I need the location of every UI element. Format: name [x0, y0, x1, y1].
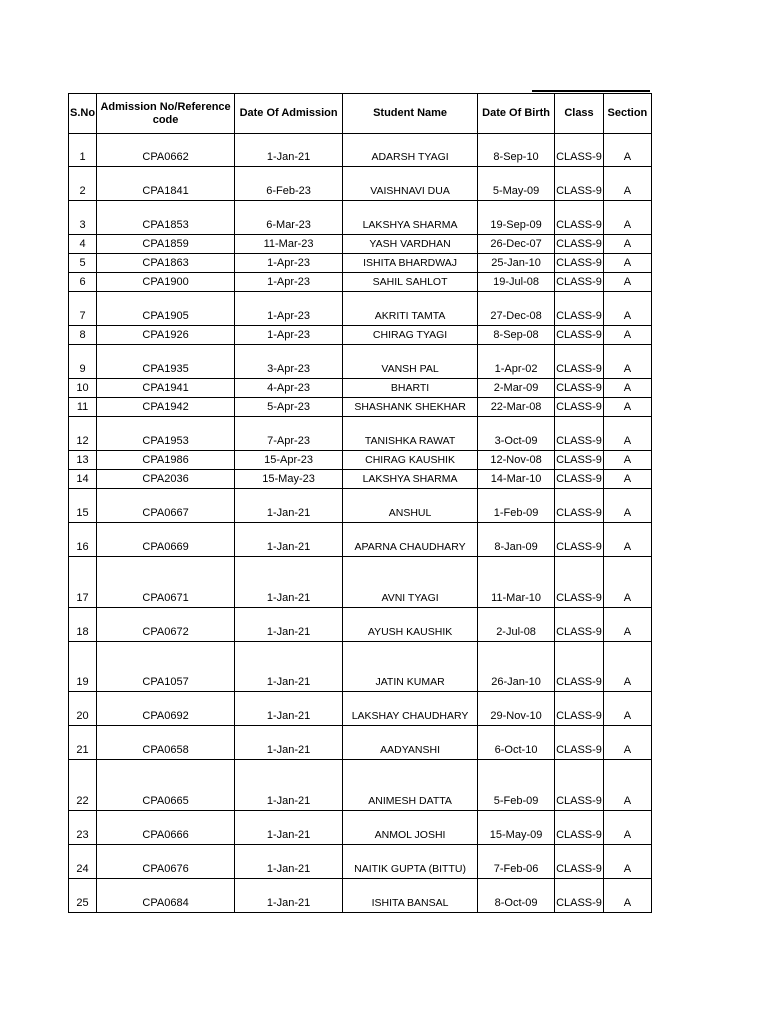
cell-student-name: TANISHKA RAWAT [343, 417, 478, 451]
cell-date-of-admission: 1-Apr-23 [235, 273, 343, 292]
cell-sno: 17 [69, 557, 97, 608]
cell-date-of-admission: 1-Jan-21 [235, 845, 343, 879]
cell-date-of-birth: 11-Mar-10 [478, 557, 555, 608]
table-row [69, 254, 652, 273]
table-row [69, 879, 652, 913]
cell-date-of-birth: 3-Oct-09 [478, 417, 555, 451]
cell-section: A [603, 417, 651, 451]
cell-admission-no: CPA0692 [97, 692, 235, 726]
cell-class: CLASS-9 [555, 489, 604, 523]
cell-date-of-birth: 5-May-09 [478, 167, 555, 201]
table-row [69, 557, 652, 608]
cell-student-name: YASH VARDHAN [343, 235, 478, 254]
cell-date-of-birth: 2-Jul-08 [478, 608, 555, 642]
cell-admission-no: CPA1900 [97, 273, 235, 292]
cell-admission-no: CPA0684 [97, 879, 235, 913]
cell-date-of-birth: 2-Mar-09 [478, 379, 555, 398]
table-row [69, 760, 652, 811]
cell-sno: 10 [69, 379, 97, 398]
table-row [69, 692, 652, 726]
table-row [69, 451, 652, 470]
cell-admission-no: CPA1841 [97, 167, 235, 201]
cell-section: A [603, 273, 651, 292]
cell-date-of-admission: 1-Jan-21 [235, 726, 343, 760]
cell-section: A [603, 845, 651, 879]
cell-student-name: ISHITA BHARDWAJ [343, 254, 478, 273]
cell-date-of-admission: 5-Apr-23 [235, 398, 343, 417]
cell-sno: 14 [69, 470, 97, 489]
cell-date-of-birth: 8-Sep-08 [478, 326, 555, 345]
table-row [69, 417, 652, 451]
cell-date-of-birth: 27-Dec-08 [478, 292, 555, 326]
cell-date-of-birth: 8-Oct-09 [478, 879, 555, 913]
cell-sno: 5 [69, 254, 97, 273]
cell-date-of-birth: 26-Dec-07 [478, 235, 555, 254]
cell-sno: 24 [69, 845, 97, 879]
cell-sno: 22 [69, 760, 97, 811]
cell-student-name: VAISHNAVI DUA [343, 167, 478, 201]
cell-date-of-birth: 25-Jan-10 [478, 254, 555, 273]
cell-sno: 4 [69, 235, 97, 254]
table-row [69, 345, 652, 379]
table-row [69, 235, 652, 254]
cell-sno: 18 [69, 608, 97, 642]
cell-class: CLASS-9 [555, 451, 604, 470]
cell-student-name: VANSH PAL [343, 345, 478, 379]
cell-date-of-birth: 14-Mar-10 [478, 470, 555, 489]
cell-date-of-birth: 8-Sep-10 [478, 134, 555, 167]
cell-date-of-admission: 1-Jan-21 [235, 811, 343, 845]
cell-section: A [603, 292, 651, 326]
cell-admission-no: CPA0671 [97, 557, 235, 608]
cell-date-of-birth: 5-Feb-09 [478, 760, 555, 811]
table-row [69, 273, 652, 292]
cell-date-of-birth: 6-Oct-10 [478, 726, 555, 760]
cell-date-of-admission: 6-Mar-23 [235, 201, 343, 235]
cell-student-name: SHASHANK SHEKHAR [343, 398, 478, 417]
cell-date-of-admission: 1-Jan-21 [235, 608, 343, 642]
cell-date-of-birth: 7-Feb-06 [478, 845, 555, 879]
cell-class: CLASS-9 [555, 379, 604, 398]
table-row [69, 167, 652, 201]
cell-admission-no: CPA0676 [97, 845, 235, 879]
table-row [69, 642, 652, 692]
table-row [69, 201, 652, 235]
col-header-class: Class [555, 94, 604, 134]
cell-section: A [603, 811, 651, 845]
cell-student-name: LAKSHAY CHAUDHARY [343, 692, 478, 726]
cell-sno: 15 [69, 489, 97, 523]
header-row [69, 94, 652, 134]
cell-date-of-birth: 29-Nov-10 [478, 692, 555, 726]
cell-date-of-admission: 1-Jan-21 [235, 760, 343, 811]
cell-date-of-admission: 7-Apr-23 [235, 417, 343, 451]
cell-date-of-admission: 1-Jan-21 [235, 134, 343, 167]
cell-admission-no: CPA1941 [97, 379, 235, 398]
cell-sno: 3 [69, 201, 97, 235]
cell-class: CLASS-9 [555, 398, 604, 417]
cell-section: A [603, 523, 651, 557]
cell-class: CLASS-9 [555, 726, 604, 760]
cell-student-name: LAKSHYA SHARMA [343, 201, 478, 235]
cell-admission-no: CPA1942 [97, 398, 235, 417]
cell-class: CLASS-9 [555, 273, 604, 292]
table-row [69, 134, 652, 167]
cell-date-of-birth: 22-Mar-08 [478, 398, 555, 417]
cell-date-of-birth: 8-Jan-09 [478, 523, 555, 557]
cell-sno: 12 [69, 417, 97, 451]
cell-section: A [603, 167, 651, 201]
cell-admission-no: CPA0672 [97, 608, 235, 642]
cell-student-name: ISHITA BANSAL [343, 879, 478, 913]
cell-sno: 7 [69, 292, 97, 326]
cell-student-name: BHARTI [343, 379, 478, 398]
cell-section: A [603, 726, 651, 760]
cell-admission-no: CPA1953 [97, 417, 235, 451]
cell-sno: 19 [69, 642, 97, 692]
col-header-student-name: Student Name [343, 94, 478, 134]
cell-section: A [603, 345, 651, 379]
cell-admission-no: CPA0662 [97, 134, 235, 167]
cell-date-of-admission: 1-Jan-21 [235, 489, 343, 523]
cell-section: A [603, 326, 651, 345]
cell-class: CLASS-9 [555, 845, 604, 879]
cell-class: CLASS-9 [555, 134, 604, 167]
cell-admission-no: CPA1853 [97, 201, 235, 235]
cell-sno: 16 [69, 523, 97, 557]
cell-class: CLASS-9 [555, 292, 604, 326]
cell-date-of-admission: 1-Jan-21 [235, 692, 343, 726]
cell-admission-no: CPA1926 [97, 326, 235, 345]
cell-admission-no: CPA0666 [97, 811, 235, 845]
cell-date-of-birth: 26-Jan-10 [478, 642, 555, 692]
cell-class: CLASS-9 [555, 760, 604, 811]
cell-class: CLASS-9 [555, 557, 604, 608]
cell-class: CLASS-9 [555, 608, 604, 642]
cell-section: A [603, 608, 651, 642]
cell-sno: 25 [69, 879, 97, 913]
cell-section: A [603, 489, 651, 523]
cell-section: A [603, 557, 651, 608]
cell-student-name: CHIRAG TYAGI [343, 326, 478, 345]
cell-student-name: AYUSH KAUSHIK [343, 608, 478, 642]
cell-date-of-admission: 1-Apr-23 [235, 254, 343, 273]
cell-admission-no: CPA1859 [97, 235, 235, 254]
cell-sno: 13 [69, 451, 97, 470]
cell-sno: 6 [69, 273, 97, 292]
cell-date-of-admission: 1-Apr-23 [235, 326, 343, 345]
cell-section: A [603, 451, 651, 470]
cell-student-name: AADYANSHI [343, 726, 478, 760]
cell-class: CLASS-9 [555, 201, 604, 235]
cell-date-of-admission: 1-Jan-21 [235, 879, 343, 913]
cell-section: A [603, 134, 651, 167]
cell-student-name: JATIN KUMAR [343, 642, 478, 692]
cell-class: CLASS-9 [555, 326, 604, 345]
col-header-admission-no: Admission No/Reference code [97, 94, 235, 134]
table-row [69, 379, 652, 398]
cell-sno: 9 [69, 345, 97, 379]
table-row [69, 523, 652, 557]
cell-sno: 23 [69, 811, 97, 845]
cell-admission-no: CPA0669 [97, 523, 235, 557]
cell-date-of-admission: 1-Jan-21 [235, 523, 343, 557]
table-row [69, 326, 652, 345]
table-body [69, 134, 652, 913]
cell-sno: 21 [69, 726, 97, 760]
cell-date-of-admission: 6-Feb-23 [235, 167, 343, 201]
cell-date-of-birth: 19-Jul-08 [478, 273, 555, 292]
cell-admission-no: CPA0667 [97, 489, 235, 523]
cell-student-name: APARNA CHAUDHARY [343, 523, 478, 557]
cell-student-name: LAKSHYA SHARMA [343, 470, 478, 489]
col-header-sno: S.No [69, 94, 97, 134]
cell-class: CLASS-9 [555, 879, 604, 913]
cell-section: A [603, 398, 651, 417]
cell-class: CLASS-9 [555, 254, 604, 273]
cell-student-name: NAITIK GUPTA (BITTU) [343, 845, 478, 879]
cell-class: CLASS-9 [555, 345, 604, 379]
cell-date-of-birth: 19-Sep-09 [478, 201, 555, 235]
cell-student-name: SAHIL SAHLOT [343, 273, 478, 292]
cell-section: A [603, 470, 651, 489]
cell-student-name: ADARSH TYAGI [343, 134, 478, 167]
cell-date-of-admission: 4-Apr-23 [235, 379, 343, 398]
cell-section: A [603, 379, 651, 398]
cell-date-of-admission: 1-Jan-21 [235, 557, 343, 608]
cell-student-name: ANSHUL [343, 489, 478, 523]
cell-student-name: AKRITI TAMTA [343, 292, 478, 326]
cell-section: A [603, 692, 651, 726]
col-header-date-of-birth: Date Of Birth [478, 94, 555, 134]
cell-date-of-admission: 1-Jan-21 [235, 642, 343, 692]
cell-date-of-admission: 11-Mar-23 [235, 235, 343, 254]
cell-class: CLASS-9 [555, 235, 604, 254]
cell-sno: 2 [69, 167, 97, 201]
cell-admission-no: CPA1863 [97, 254, 235, 273]
cell-date-of-birth: 12-Nov-08 [478, 451, 555, 470]
cell-date-of-admission: 3-Apr-23 [235, 345, 343, 379]
cell-student-name: AVNI TYAGI [343, 557, 478, 608]
cell-date-of-admission: 15-May-23 [235, 470, 343, 489]
cell-date-of-birth: 1-Apr-02 [478, 345, 555, 379]
cell-student-name: CHIRAG KAUSHIK [343, 451, 478, 470]
cell-sno: 8 [69, 326, 97, 345]
col-header-section: Section [603, 94, 651, 134]
table-row [69, 292, 652, 326]
cell-section: A [603, 879, 651, 913]
cell-section: A [603, 235, 651, 254]
cell-admission-no: CPA1057 [97, 642, 235, 692]
table-row [69, 811, 652, 845]
table-row [69, 845, 652, 879]
table-row [69, 398, 652, 417]
cell-class: CLASS-9 [555, 811, 604, 845]
cell-student-name: ANMOL JOSHI [343, 811, 478, 845]
table-row [69, 489, 652, 523]
cell-class: CLASS-9 [555, 167, 604, 201]
cell-student-name: ANIMESH DATTA [343, 760, 478, 811]
cell-class: CLASS-9 [555, 417, 604, 451]
cell-section: A [603, 642, 651, 692]
cell-class: CLASS-9 [555, 523, 604, 557]
table-row [69, 608, 652, 642]
cell-date-of-admission: 1-Apr-23 [235, 292, 343, 326]
cell-class: CLASS-9 [555, 470, 604, 489]
cell-admission-no: CPA1905 [97, 292, 235, 326]
cell-date-of-birth: 1-Feb-09 [478, 489, 555, 523]
student-table [68, 93, 652, 913]
cell-date-of-birth: 15-May-09 [478, 811, 555, 845]
cell-section: A [603, 201, 651, 235]
cell-section: A [603, 254, 651, 273]
cell-admission-no: CPA0665 [97, 760, 235, 811]
table-row [69, 470, 652, 489]
cell-class: CLASS-9 [555, 642, 604, 692]
cell-sno: 11 [69, 398, 97, 417]
cell-date-of-admission: 15-Apr-23 [235, 451, 343, 470]
cell-admission-no: CPA1935 [97, 345, 235, 379]
cell-admission-no: CPA1986 [97, 451, 235, 470]
cell-class: CLASS-9 [555, 692, 604, 726]
cell-sno: 20 [69, 692, 97, 726]
cell-sno: 1 [69, 134, 97, 167]
table-row [69, 726, 652, 760]
cell-admission-no: CPA0658 [97, 726, 235, 760]
cell-admission-no: CPA2036 [97, 470, 235, 489]
col-header-date-of-admission: Date Of Admission [235, 94, 343, 134]
cell-section: A [603, 760, 651, 811]
